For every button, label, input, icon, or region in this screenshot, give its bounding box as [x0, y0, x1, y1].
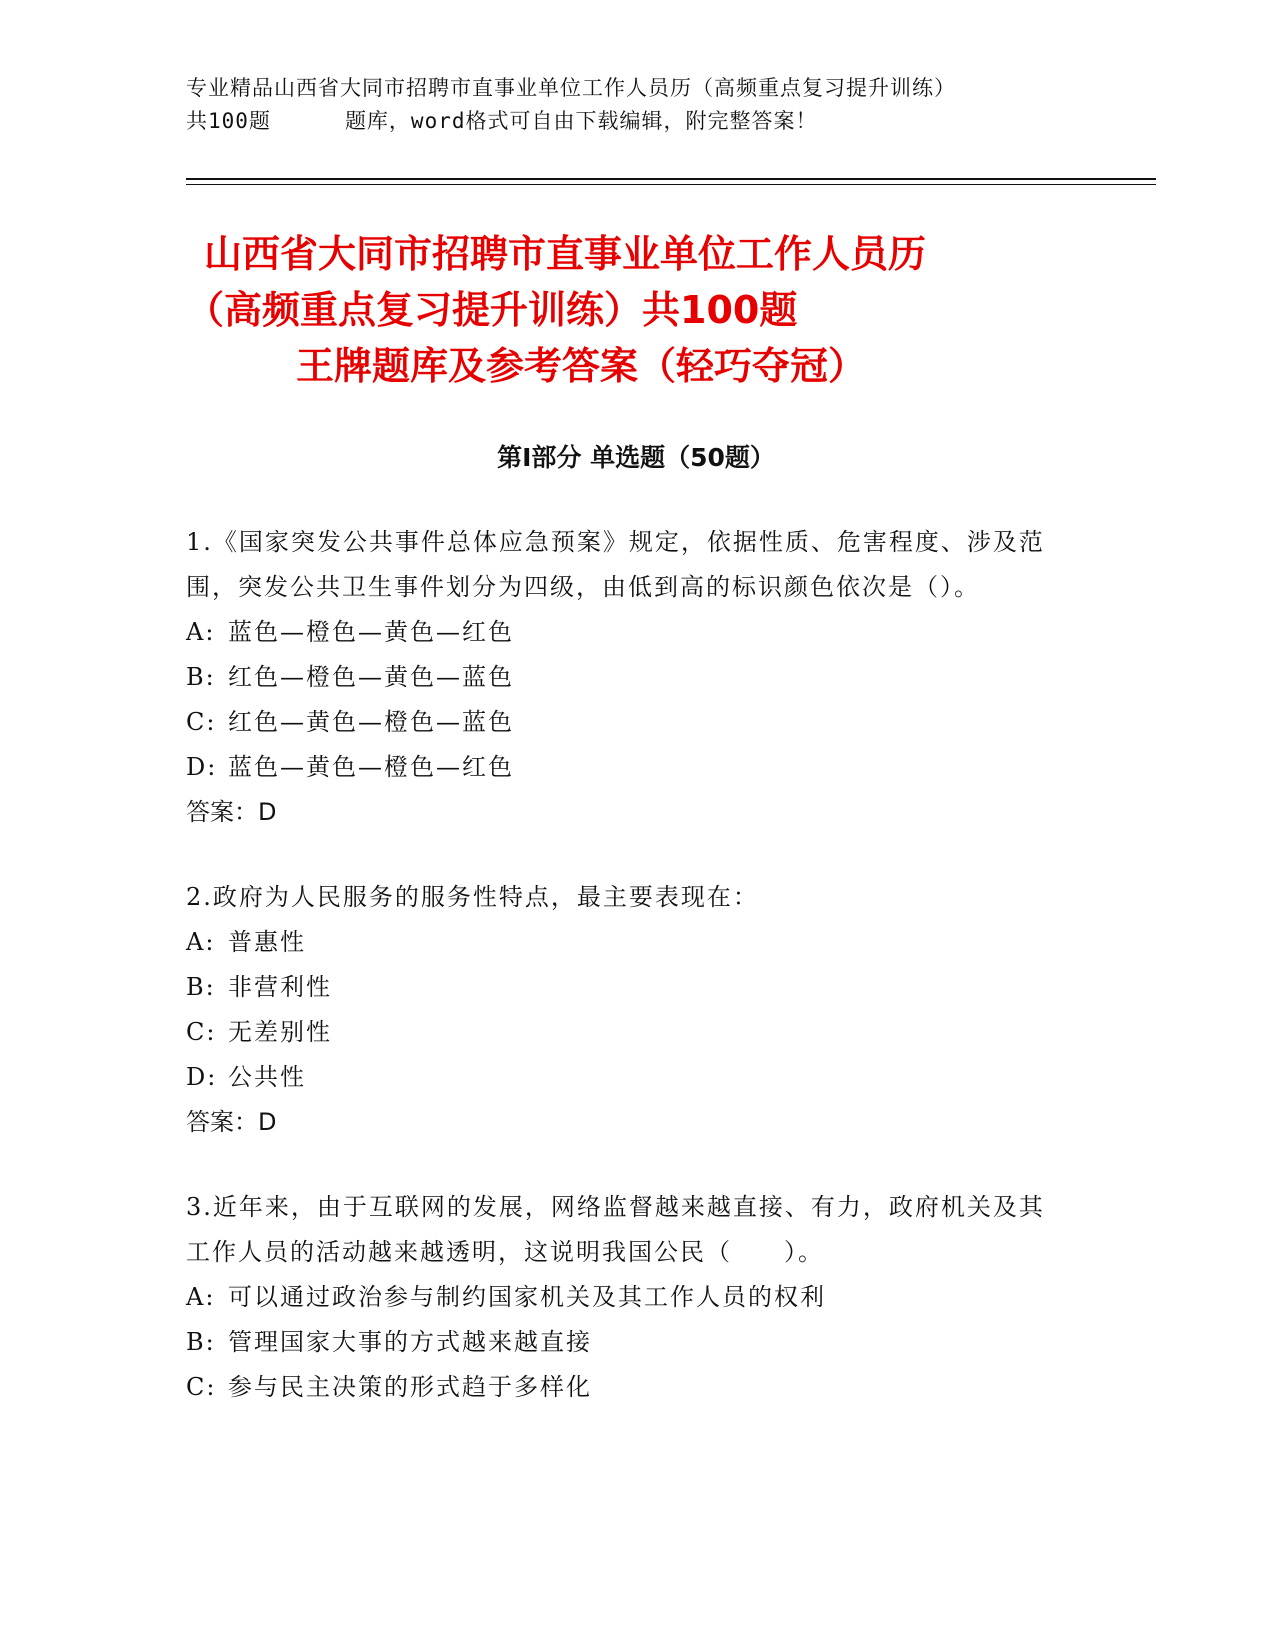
question-stem: 2.政府为人民服务的服务性特点，最主要表现在： — [186, 883, 759, 911]
question-item — [186, 520, 1066, 835]
option-label: A: — [186, 1283, 216, 1311]
option-text: 蓝色—橙色—黄色—红色 — [228, 618, 514, 646]
option-label: C: — [186, 1373, 217, 1401]
option-label: A: — [186, 618, 216, 646]
option-text: 公共性 — [228, 1063, 306, 1091]
option-text: 非营利性 — [228, 973, 332, 1001]
header-question-count: 共100题 — [186, 109, 271, 133]
document-title — [186, 226, 1086, 394]
title-line-2: （高频重点复习提升训练）共100题 — [186, 288, 798, 332]
option-c — [186, 1365, 1066, 1410]
header-line-1: 专业精品山西省大同市招聘市直事业单位工作人员历（高频重点复习提升训练） — [186, 76, 956, 100]
option-d — [186, 745, 1066, 790]
option-label: B: — [186, 973, 216, 1001]
option-b — [186, 1320, 1066, 1365]
option-label: A: — [186, 928, 216, 956]
option-label: C: — [186, 708, 217, 736]
section-title: 第I部分 单选题（50题） — [497, 443, 775, 472]
question-stem: 1.《国家突发公共事件总体应急预案》规定，依据性质、危害程度、涉及范围，突发公共卫生事件划分为四级，由低到高的标识颜色依次是（）。 — [186, 528, 1045, 601]
header-description: 题库，word格式可自由下载编辑，附完整答案！ — [344, 109, 818, 133]
option-text: 红色—橙色—黄色—蓝色 — [228, 663, 514, 691]
option-text: 无差别性 — [228, 1018, 332, 1046]
document-header — [186, 72, 1086, 138]
option-c — [186, 700, 1066, 745]
question-item — [186, 1185, 1066, 1410]
option-b — [186, 965, 1066, 1010]
title-line-1: 山西省大同市招聘市直事业单位工作人员历 — [204, 232, 927, 276]
header-divider-thick — [186, 178, 1156, 180]
option-b — [186, 655, 1066, 700]
option-label: D: — [186, 753, 218, 781]
option-label: B: — [186, 1328, 216, 1356]
header-line-2 — [186, 105, 1086, 138]
title-line-3: 王牌题库及参考答案（轻巧夺冠） — [296, 344, 867, 388]
option-label: C: — [186, 1018, 217, 1046]
answer-text: 答案：D — [186, 798, 277, 826]
option-a — [186, 920, 1066, 965]
question-stem: 3.近年来，由于互联网的发展，网络监督越来越直接、有力，政府机关及其工作人员的活动越来越透明，这说明我国公民（ ）。 — [186, 1193, 1045, 1266]
option-a — [186, 610, 1066, 655]
option-text: 管理国家大事的方式越来越直接 — [228, 1328, 592, 1356]
answer-text: 答案：D — [186, 1108, 277, 1136]
option-text: 普惠性 — [228, 928, 306, 956]
option-c — [186, 1010, 1066, 1055]
option-label: D: — [186, 1063, 218, 1091]
option-text: 可以通过政治参与制约国家机关及其工作人员的权利 — [228, 1283, 826, 1311]
option-d — [186, 1055, 1066, 1100]
question-list — [186, 520, 1066, 1450]
option-label: B: — [186, 663, 216, 691]
option-text: 参与民主决策的形式趋于多样化 — [228, 1373, 592, 1401]
option-text: 蓝色—黄色—橙色—红色 — [228, 753, 514, 781]
header-divider-thin — [186, 184, 1156, 185]
option-a — [186, 1275, 1066, 1320]
option-text: 红色—黄色—橙色—蓝色 — [228, 708, 514, 736]
question-item — [186, 875, 1066, 1145]
